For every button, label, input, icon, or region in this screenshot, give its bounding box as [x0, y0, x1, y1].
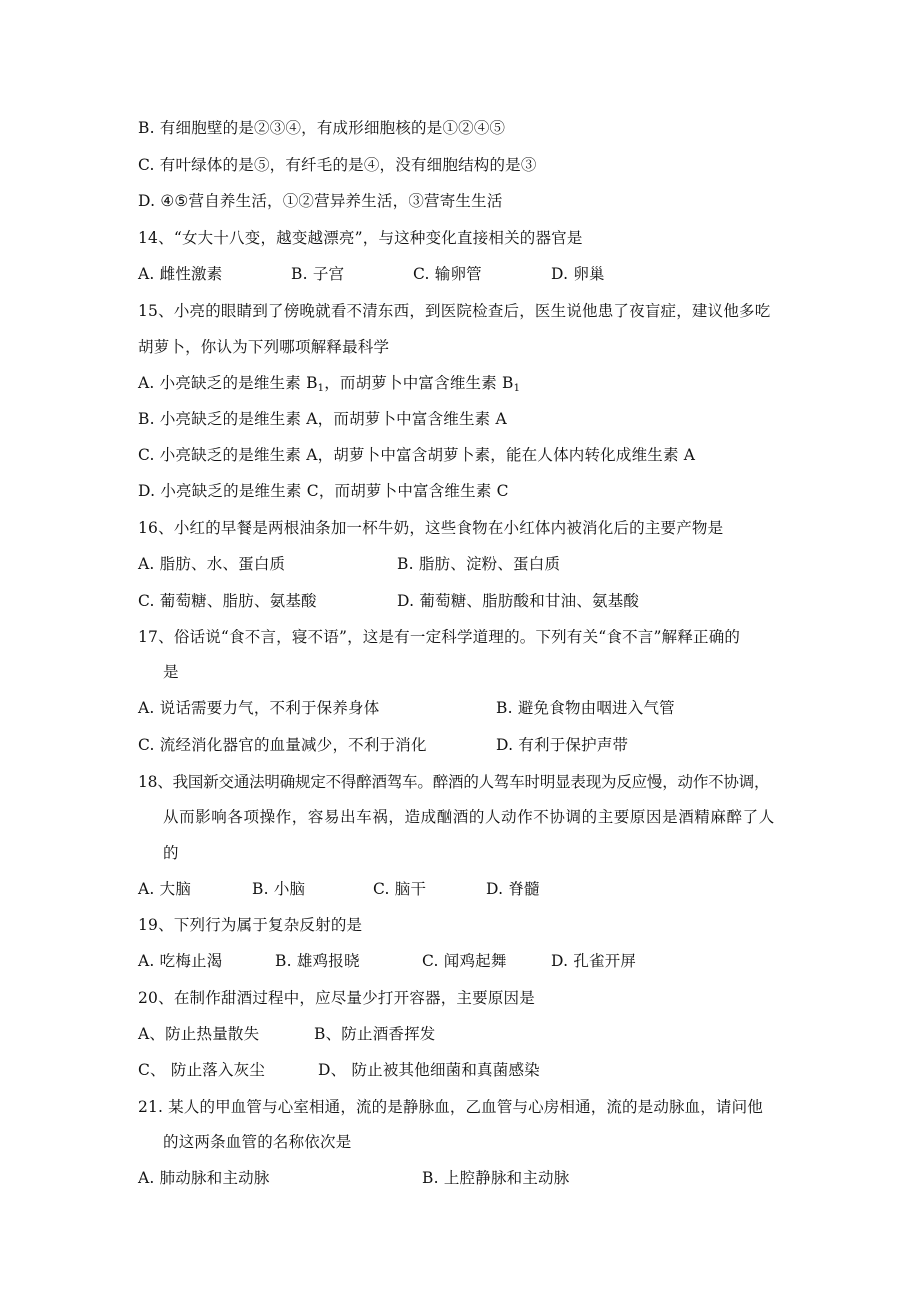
q17-stem-line2: 是: [163, 663, 179, 681]
q14-option-a: A. 雌性激素: [138, 265, 223, 283]
q14-option-c: C. 输卵管: [413, 265, 482, 283]
q18-stem-line2: 从而影响各项操作，容易出车祸，造成酗酒的人动作不协调的主要原因是酒精麻醉了人: [163, 808, 775, 826]
q18-option-a: A. 大脑: [138, 880, 192, 898]
q19-option-d: D. 孔雀开屏: [551, 952, 637, 970]
q20-option-c: C、 防止落入灰尘: [138, 1061, 266, 1079]
q16-option-b: B. 脂肪、淀粉、蛋白质: [397, 555, 561, 573]
q17-option-b: B. 避免食物由咽进入气管: [496, 699, 675, 717]
q18-option-c: C. 脑干: [373, 880, 427, 898]
q20-option-a: A、防止热量散失: [138, 1025, 260, 1043]
q20-stem: 20、在制作甜酒过程中，应尽量少打开容器，主要原因是: [138, 989, 535, 1007]
q21-stem-line1: 21. 某人的甲血管与心室相通，流的是静脉血，乙血管与心房相通，流的是动脉血，请问他: [138, 1098, 763, 1116]
q14-stem: 14、“女大十八变，越变越漂亮”，与这种变化直接相关的器官是: [138, 229, 583, 247]
q18-option-b: B. 小脑: [252, 880, 306, 898]
q15-option-b: B. 小亮缺乏的是维生素 A，而胡萝卜中富含维生素 A: [138, 410, 507, 428]
q21-option-b: B. 上腔静脉和主动脉: [422, 1169, 570, 1187]
q14-option-b: B. 子宫: [291, 265, 345, 283]
q21-stem-line2: 的这两条血管的名称依次是: [163, 1133, 352, 1151]
q13-option-b: B. 有细胞壁的是②③④，有成形细胞核的是①②④⑤: [138, 119, 506, 137]
q13-option-c: C. 有叶绿体的是⑤，有纤毛的是④，没有细胞结构的是③: [138, 156, 537, 174]
q16-stem: 16、小红的早餐是两根油条加一杯牛奶，这些食物在小红体内被消化后的主要产物是: [138, 519, 724, 537]
q19-option-b: B. 雄鸡报晓: [275, 952, 360, 970]
q15-stem-line1: 15、小亮的眼睛到了傍晚就看不清东西，到医院检查后，医生说他患了夜盲症，建议他多吃: [138, 302, 771, 320]
q17-option-c: C. 流经消化器官的血量减少，不利于消化: [138, 736, 427, 754]
q19-option-c: C. 闻鸡起舞: [422, 952, 507, 970]
q18-option-d: D. 脊髓: [486, 880, 540, 898]
q19-option-a: A. 吃梅止渴: [138, 952, 223, 970]
q17-stem-line1: 17、俗话说“食不言，寝不语”，这是有一定科学道理的。下列有关“食不言”解释正确的: [138, 628, 741, 646]
q13-option-d: D. ④⑤营自养生活，①②营异养生活，③营寄生生活: [138, 192, 503, 210]
q18-stem-line3: 的: [163, 844, 179, 862]
q20-option-d: D、 防止被其他细菌和真菌感染: [318, 1061, 540, 1079]
q21-option-a: A. 肺动脉和主动脉: [138, 1169, 270, 1187]
q20-option-b: B、防止酒香挥发: [314, 1025, 436, 1043]
q15-option-a: A. 小亮缺乏的是维生素 $B_1$，而胡萝卜中富含维生素 $B_1$: [138, 374, 521, 394]
q18-stem-line1: 18、我国新交通法明确规定不得醉酒驾车。醉酒的人驾车时明显表现为反应慢，动作不协调，: [138, 773, 770, 791]
q15-option-c: C. 小亮缺乏的是维生素 A，胡萝卜中富含胡萝卜素，能在人体内转化成维生素 A: [138, 446, 696, 464]
q16-option-d: D. 葡萄糖、脂肪酸和甘油、氨基酸: [397, 592, 640, 610]
q19-stem: 19、下列行为属于复杂反射的是: [138, 916, 363, 934]
q16-option-a: A. 脂肪、水、蛋白质: [138, 555, 286, 573]
q16-option-c: C. 葡萄糖、脂肪、氨基酸: [138, 592, 317, 610]
q17-option-d: D. 有利于保护声带: [496, 736, 629, 754]
q15-option-d: D. 小亮缺乏的是维生素 C，而胡萝卜中富含维生素 C: [138, 482, 509, 500]
q17-option-a: A. 说话需要力气，不利于保养身体: [138, 699, 380, 717]
q15-stem-line2: 胡萝卜，你认为下列哪项解释最科学: [138, 338, 390, 356]
q14-option-d: D. 卵巢: [551, 265, 605, 283]
